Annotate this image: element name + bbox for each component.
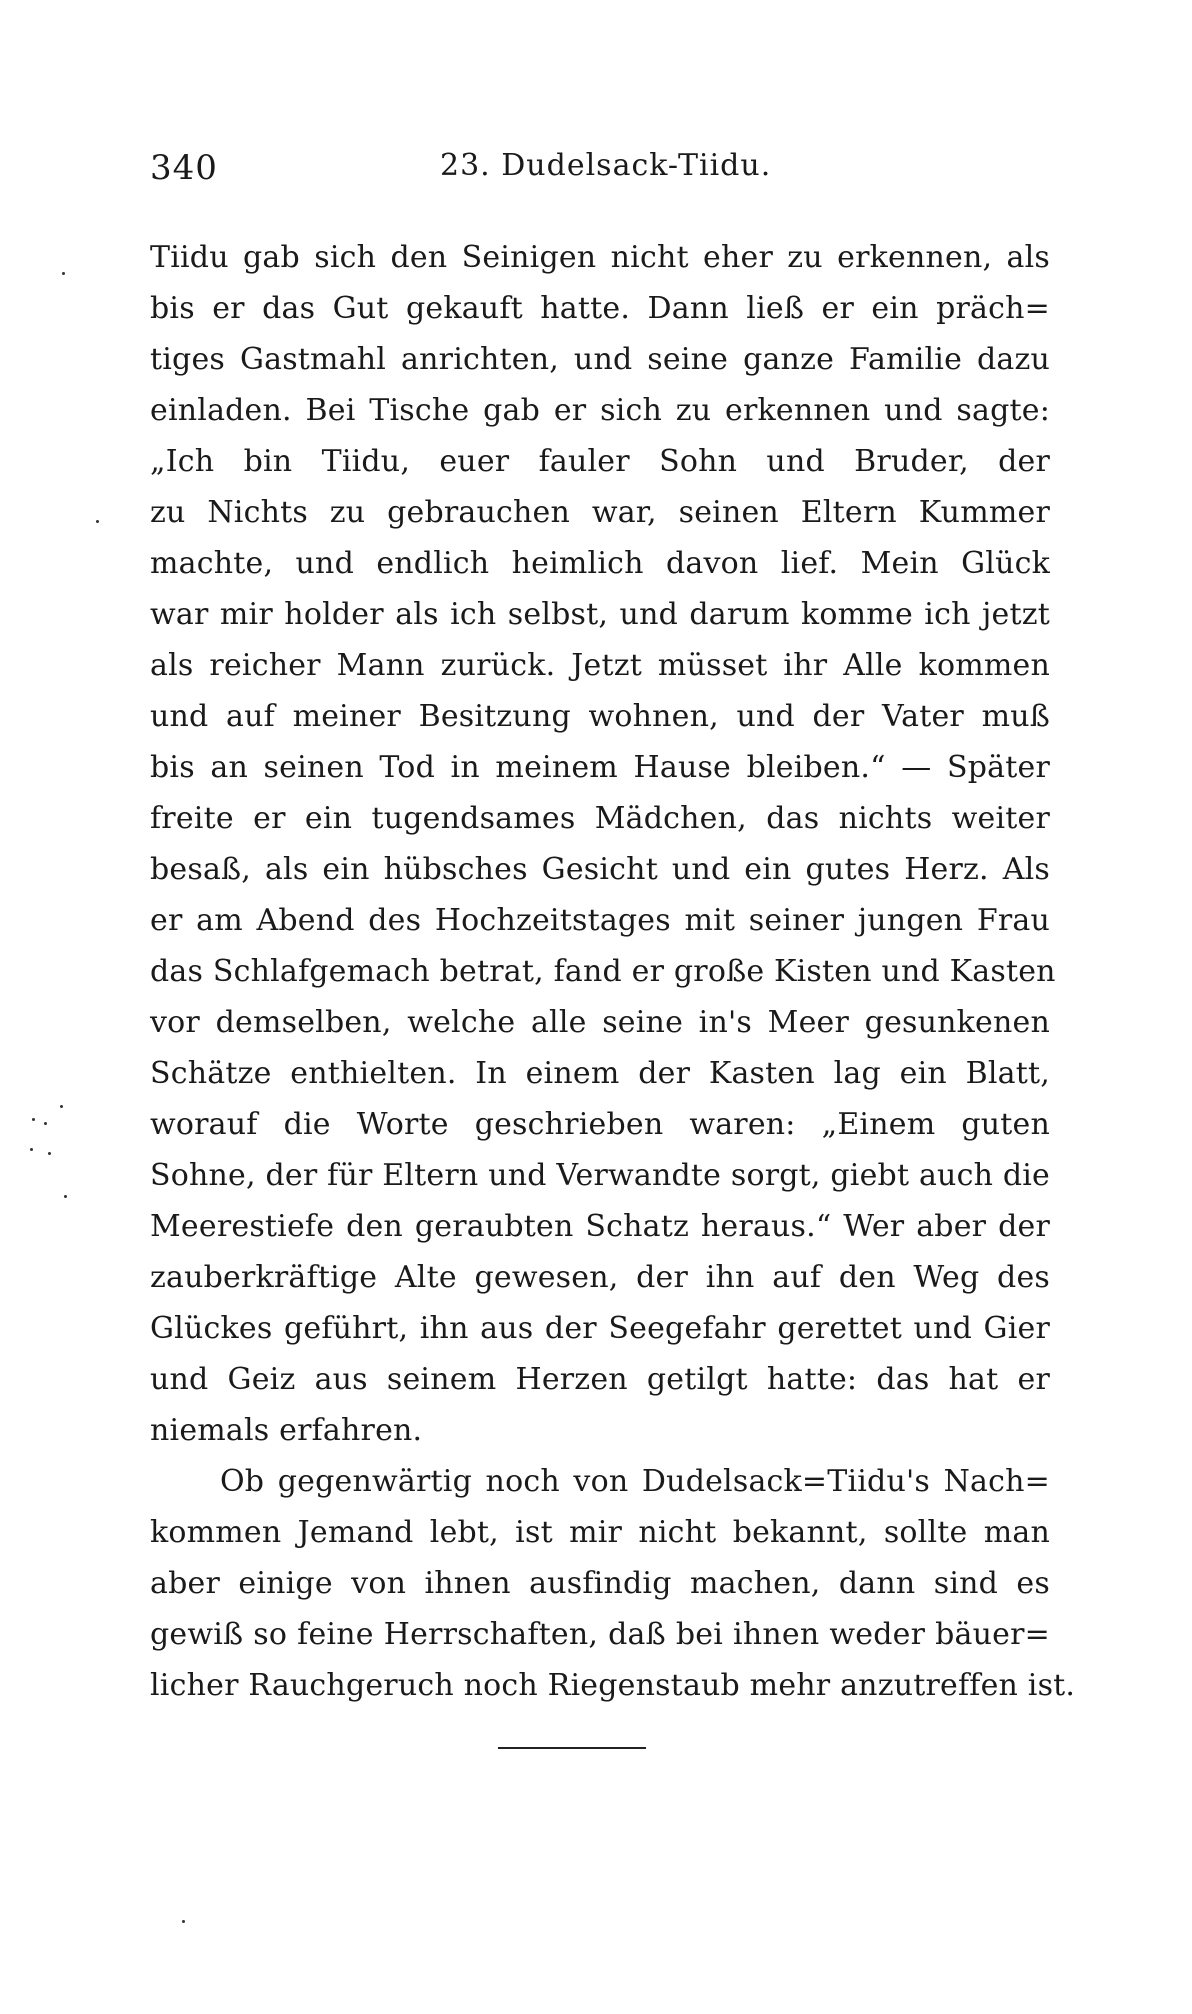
text-line: niemals erfahren. [150, 1413, 423, 1448]
text-line: Meerestiefe den geraubten Schatz heraus.“ Wer aber der [150, 1209, 1050, 1244]
scan-speck [48, 1152, 51, 1155]
scan-speck [60, 1105, 63, 1108]
text-line: kommen Jemand lebt, ist mir nicht bekannt, sollte man [150, 1515, 1050, 1550]
text-line: „Ich bin Tiidu, euer fauler Sohn und Bruder, der [150, 444, 1050, 479]
scan-speck [96, 520, 99, 523]
body-text [150, 232, 1076, 1711]
scan-speck [62, 272, 65, 275]
end-rule [498, 1747, 646, 1749]
text-line: Ob gegenwärtig noch von Dudelsack=Tiidu's Nach= [220, 1464, 1050, 1499]
running-head [150, 148, 1050, 198]
text-line: besaß, als ein hübsches Gesicht und ein gutes Herz. Als [150, 852, 1050, 887]
paragraph-2 [150, 1456, 1076, 1711]
page-number: 340 [150, 148, 218, 188]
text-line: Tiidu gab sich den Seinigen nicht eher zu erkennen, als [150, 240, 1050, 275]
text-line: einladen. Bei Tische gab er sich zu erkennen und sagte: [150, 393, 1050, 428]
text-line: machte, und endlich heimlich davon lief. Mein Glück [150, 546, 1050, 581]
text-line: vor demselben, welche alle seine in's Meer gesunkenen [150, 1005, 1050, 1040]
scan-speck [44, 1122, 47, 1125]
text-line: bis an seinen Tod in meinem Hause bleiben.“ — Später [150, 750, 1050, 785]
text-line: zauberkräftige Alte gewesen, der ihn auf den Weg des [150, 1260, 1050, 1295]
text-line: das Schlafgemach betrat, fand er große Kisten und Kasten [150, 954, 1056, 989]
scan-speck [32, 1118, 35, 1121]
text-line: als reicher Mann zurück. Jetzt müsset ihr Alle kommen [150, 648, 1050, 683]
text-line: und auf meiner Besitzung wohnen, und der Vater muß [150, 699, 1050, 734]
text-line: Sohne, der für Eltern und Verwandte sorgt, giebt auch die [150, 1158, 1050, 1193]
scan-speck [30, 1148, 33, 1151]
text-line: bis er das Gut gekauft hatte. Dann ließ er ein präch= [150, 291, 1050, 326]
text-line: Schätze enthielten. In einem der Kasten lag ein Blatt, [150, 1056, 1050, 1091]
scan-speck [182, 1920, 185, 1923]
text-line: und Geiz aus seinem Herzen getilgt hatte: das hat er [150, 1362, 1050, 1397]
text-line: aber einige von ihnen ausfindig machen, dann sind es [150, 1566, 1050, 1601]
scan-speck [64, 1195, 67, 1198]
text-line: freite er ein tugendsames Mädchen, das nichts weiter [150, 801, 1050, 836]
text-line: worauf die Worte geschrieben waren: „Einem guten [150, 1107, 1050, 1142]
text-line: er am Abend des Hochzeitstages mit seiner jungen Frau [150, 903, 1050, 938]
paragraph-1 [150, 232, 1056, 1456]
chapter-title: 23. Dudelsack-Tiidu. [440, 148, 772, 183]
text-line: gewiß so feine Herrschaften, daß bei ihnen weder bäuer= [150, 1617, 1050, 1652]
text-line: licher Rauchgeruch noch Riegenstaub mehr anzutreffen ist. [150, 1668, 1076, 1703]
text-line: Glückes geführt, ihn aus der Seegefahr gerettet und Gier [150, 1311, 1050, 1346]
text-line: zu Nichts zu gebrauchen war, seinen Eltern Kummer [150, 495, 1050, 530]
text-line: war mir holder als ich selbst, und darum komme ich jetzt [150, 597, 1050, 632]
text-line: tiges Gastmahl anrichten, und seine ganze Familie dazu [150, 342, 1050, 377]
